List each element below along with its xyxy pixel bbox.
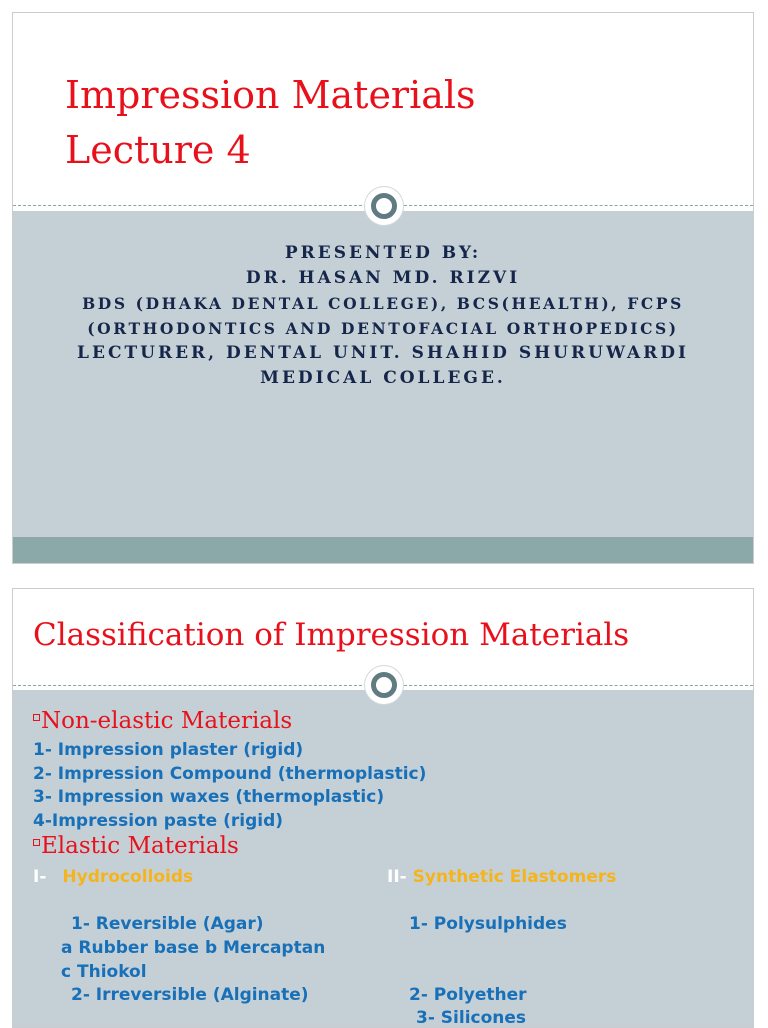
circle-ornament-icon — [365, 187, 403, 225]
classification-slide — [12, 588, 754, 1028]
presenter-name: DR. HASAN MD. RIZVI — [245, 268, 521, 288]
non-elastic-heading: Non-elastic Materials — [33, 708, 292, 734]
list-item: 1- Reversible (Agar) — [71, 914, 264, 934]
list-item: c Thiokol — [61, 962, 147, 982]
elastic-heading: Elastic Materials — [33, 833, 239, 859]
hydrocolloids-label: I- Hydrocolloids — [33, 867, 194, 887]
presented-by-label: PRESENTED BY: — [284, 243, 482, 263]
list-item: 1- Impression plaster (rigid) — [33, 740, 304, 760]
presenter-position-line2: MEDICAL COLLEGE. — [260, 368, 506, 388]
presenter-degrees-line2: (ORTHODONTICS AND DENTOFACIAL ORTHOPEDICS) — [87, 319, 679, 338]
list-item: 2- Irreversible (Alginate) — [71, 985, 309, 1005]
list-item: 2- Impression Compound (thermoplastic) — [33, 764, 427, 784]
title-slide — [12, 12, 754, 564]
list-item: 4-Impression paste (rigid) — [33, 811, 284, 831]
square-bullet-icon — [33, 714, 40, 721]
list-item: 1- Polysulphides — [409, 914, 567, 934]
footer-band — [13, 537, 753, 564]
circle-ornament-icon — [365, 666, 403, 704]
slide-title: Classification of Impression Materials — [33, 617, 630, 653]
list-item: 2- Polyether — [409, 985, 527, 1005]
presenter-block — [13, 241, 753, 391]
list-item: 3- Impression waxes (thermoplastic) — [33, 787, 385, 807]
square-bullet-icon — [33, 839, 40, 846]
synthetic-elastomers-label: II- Synthetic Elastomers — [387, 867, 617, 887]
list-item: 3- Silicones — [416, 1008, 527, 1028]
list-item: a Rubber base b Mercaptan — [61, 938, 326, 958]
presenter-degrees-line1: BDS (DHAKA DENTAL COLLEGE), BCS(HEALTH), FCPS — [82, 294, 684, 313]
slide-title-line2: Lecture 4 — [65, 128, 251, 172]
presenter-position-line1: LECTURER, DENTAL UNIT. SHAHID SHURUWARDI — [77, 343, 689, 363]
slide-title-line1: Impression Materials — [65, 73, 476, 117]
